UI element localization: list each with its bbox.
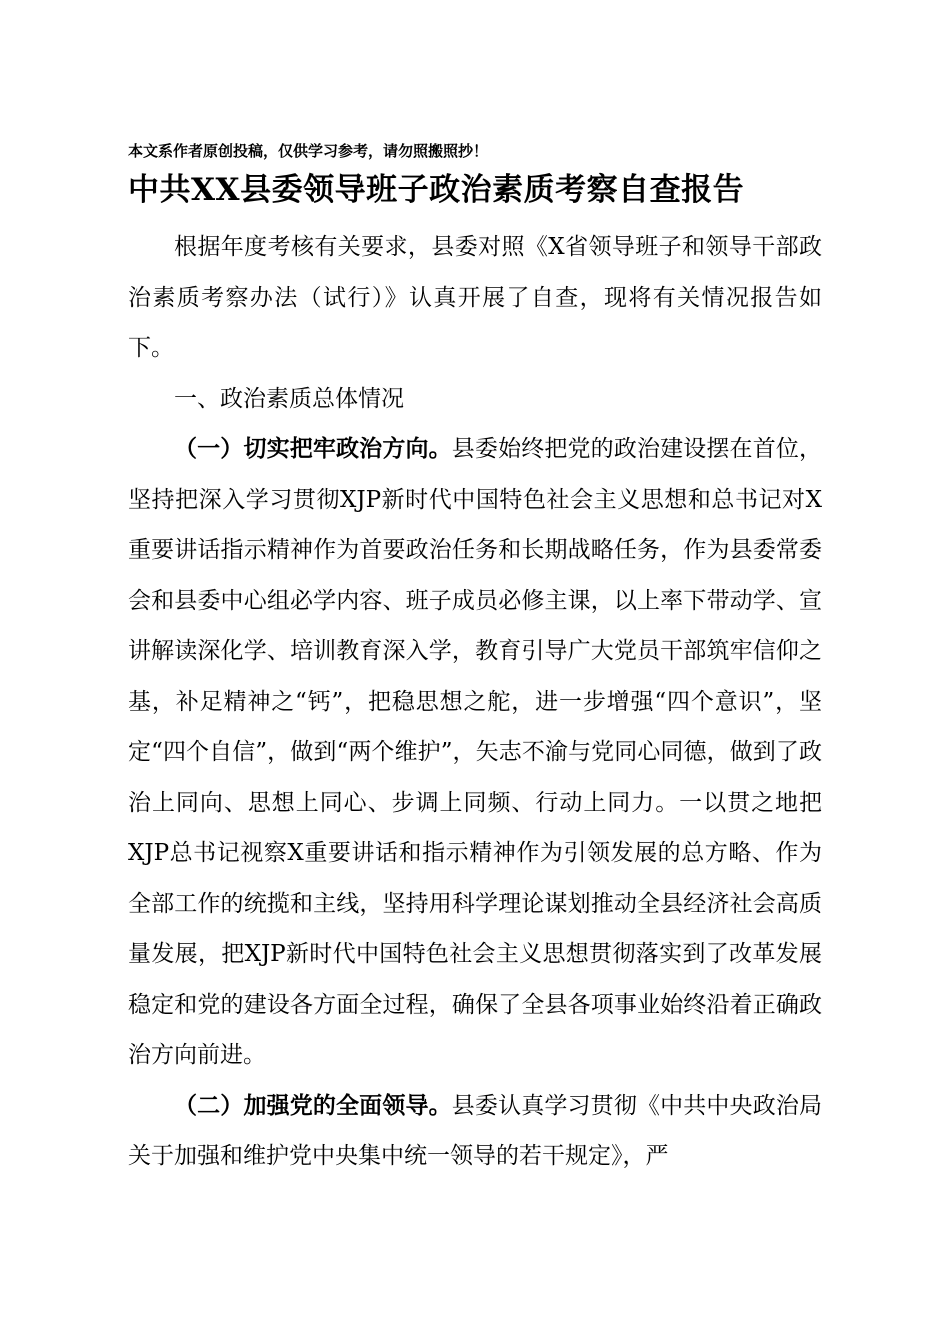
item-2-paragraph [128, 1081, 822, 1182]
item-1-body: 县委始终把党的政治建设摆在首位，坚持把深入学习贯彻XJP新时代中国特色社会主义思想和总书记对X重要讲话指示精神作为首要政治任务和长期战略任务，作为县委常委会和县委中心组必学内容、班子成员必修主课，以上率下带动学、宣讲解读深化学、培训教育深入学，教育引导广大党员干部筑牢信仰之基，补足精神之“钙”，把稳思想之舵，进一步增强“四个意识”，坚定“四个自信”，做到“两个维护”，矢志不渝与党同心同德，做到了政治上同向、思想上同心、步调上同频、行动上同力。一以贯之地把XJP总书记视察X重要讲话和指示精神作为引领发展的总方略、作为全部工作的统揽和主线，坚持用科学理论谋划推动全县经济社会高质量发展，把XJP新时代中国特色社会主义思想贯彻落实到了改革发展稳定和党的建设各方面全过程，确保了全县各项事业始终沿着正确政治方向前进。 [128, 436, 823, 1068]
item-1-paragraph [128, 424, 822, 1081]
item-2-body: 县委认真学习贯彻《中共中央政治局关于加强和维护党中央集中统一领导的若干规定》，严 [128, 1092, 823, 1169]
document-title: 中共XX县委领导班子政治素质考察自查报告 [128, 172, 745, 208]
item-2-lead: （二）加强党的全面领导。 [174, 1092, 452, 1119]
section-heading-1: 一、政治素质总体情况 [174, 385, 404, 412]
copyright-notice: 本文系作者原创投稿，仅供学习参考，请勿照搬照抄！ [128, 142, 489, 160]
intro-paragraph: 根据年度考核有关要求，县委对照《X省领导班子和领导干部政治素质考察办法（试行）》认真开展了自查，现将有关情况报告如下。 [128, 234, 822, 361]
item-1-lead: （一）切实把牢政治方向。 [174, 436, 452, 462]
